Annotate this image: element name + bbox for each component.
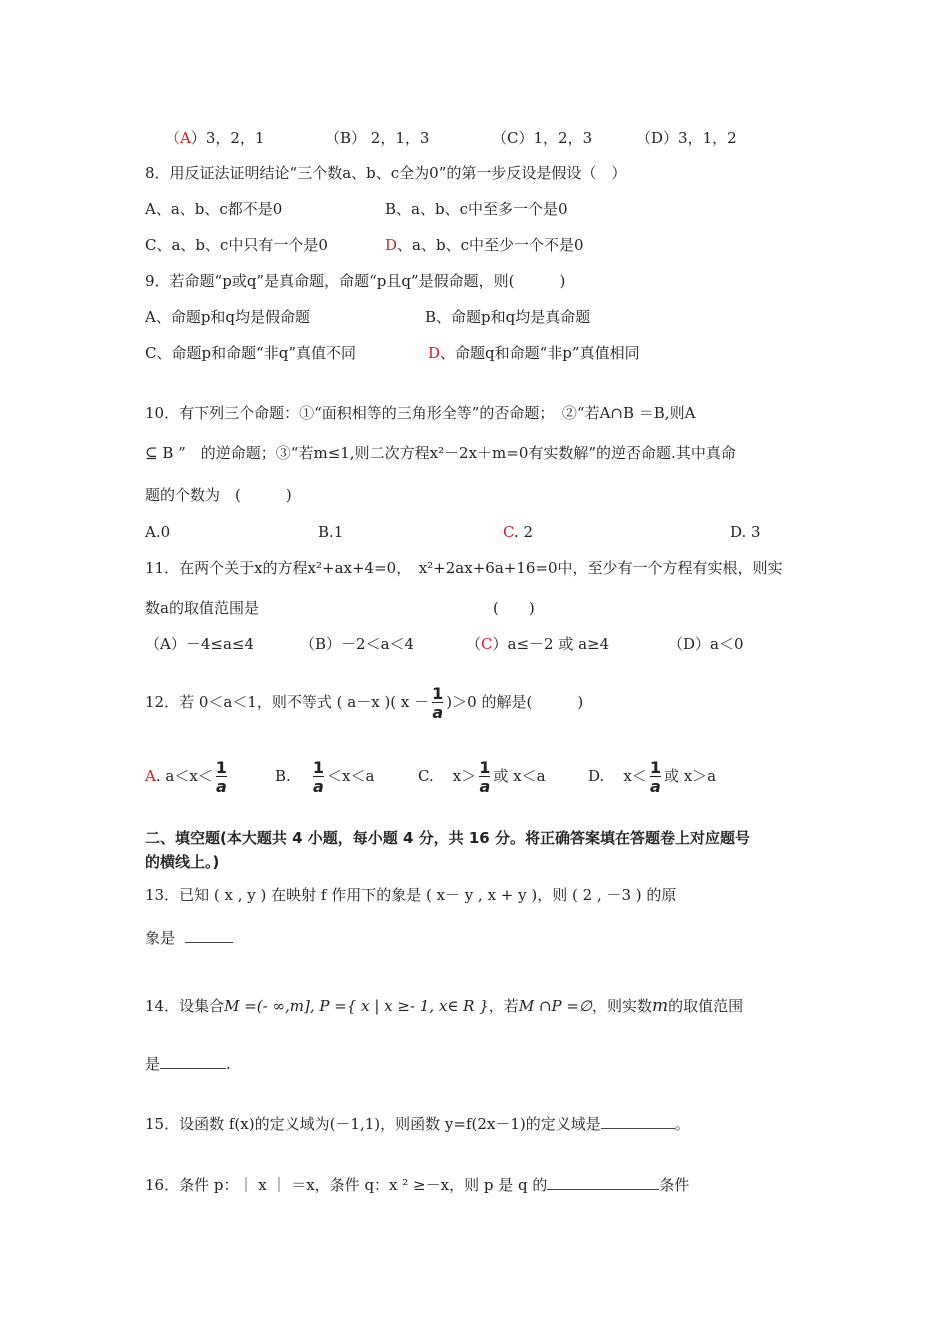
q8-option-a: A、a、b、c都不是0 bbox=[145, 200, 283, 218]
q14-post: ，则实数 bbox=[592, 997, 653, 1015]
q11-option-c bbox=[466, 634, 609, 654]
q12-frac-den: a bbox=[432, 702, 444, 722]
q8-d-letter: D bbox=[385, 236, 398, 254]
q8-option-b: B、a、b、c中至多一个是0 bbox=[385, 200, 568, 218]
q11-option-b: （B）－2＜a＜4 bbox=[300, 635, 415, 653]
q10-option-d: D. 3 bbox=[730, 523, 761, 541]
q11-option-d: （D）a＜0 bbox=[668, 635, 744, 653]
section-2-heading-line-2: 的横线上。) bbox=[145, 853, 220, 871]
q12-b-frac-num: 1 bbox=[312, 757, 325, 777]
q12-d-frac-num: 1 bbox=[649, 757, 661, 777]
q9-option-a: A、命题p和q均是假命题 bbox=[145, 308, 311, 326]
q12-option-a bbox=[145, 754, 230, 798]
q7-option-b bbox=[325, 128, 429, 148]
q9-d-text: 、命题q和命题“非p”真值相同 bbox=[440, 344, 640, 362]
q12-stem bbox=[145, 680, 583, 724]
q10-line-2: ⊆ B ” 的逆命题；③“若m≤1,则二次方程x²－2x＋m=0有实数解”的逆否命题.其中真命 bbox=[145, 444, 736, 462]
q11-c-text: ）a≤－2 或 a≥4 bbox=[492, 635, 610, 653]
q9-option-b: B、命题p和q均是真命题 bbox=[425, 308, 591, 326]
q15-line bbox=[145, 1114, 690, 1134]
q7-c-letter: （C） bbox=[492, 129, 534, 147]
q12-b-frac bbox=[312, 757, 325, 796]
q7-option-c bbox=[492, 128, 592, 148]
q12-option-b bbox=[275, 754, 374, 798]
q12-a-frac-den: a bbox=[215, 776, 227, 796]
q7-option-a bbox=[165, 128, 264, 148]
q15-answer-blank[interactable] bbox=[601, 1114, 675, 1129]
q14-tail: 的取值范围 bbox=[668, 997, 744, 1015]
q12-c-frac bbox=[479, 757, 491, 796]
q10-c-letter: C bbox=[503, 523, 514, 541]
q12-fraction bbox=[432, 683, 444, 722]
q12-d-frac bbox=[649, 757, 661, 796]
q13-answer-blank[interactable] bbox=[185, 928, 233, 943]
q14-pre: 14．设集合 bbox=[145, 997, 225, 1015]
q16-pre: 16．条件 p：｜ x ｜ ＝x，条件 q：x ² ≥－x，则 p 是 q 的 bbox=[145, 1176, 548, 1194]
q12-a-frac bbox=[215, 757, 227, 796]
q12-c-post: 或 x＜a bbox=[493, 767, 546, 785]
q14-answer-blank[interactable] bbox=[160, 1054, 226, 1069]
q12-c-pre: x＞ bbox=[452, 767, 477, 785]
q7-a-letter: （A bbox=[165, 129, 191, 147]
q10-c-text: . 2 bbox=[513, 523, 534, 541]
q10-option-a: A.0 bbox=[145, 523, 171, 541]
q13-line-2 bbox=[145, 928, 233, 948]
q7-b-text: 2，1，3 bbox=[366, 129, 430, 147]
q11-c-letter: C bbox=[481, 635, 493, 653]
q12-d-label: D. bbox=[588, 767, 605, 785]
q11-line-2: 数a的取值范围是 bbox=[145, 599, 259, 617]
q14-line-2: 是 . bbox=[145, 1055, 231, 1073]
q12-c-frac-den: a bbox=[479, 776, 491, 796]
q16-answer-blank[interactable] bbox=[547, 1175, 659, 1190]
q12-d-frac-den: a bbox=[649, 776, 661, 796]
q12-b-label: B. bbox=[275, 767, 291, 785]
q8-option-c: C、a、b、c中只有一个是0 bbox=[145, 236, 328, 254]
q14-line-1 bbox=[145, 996, 743, 1016]
q10-option-b: B.1 bbox=[318, 523, 344, 541]
q15-post: 。 bbox=[674, 1115, 690, 1133]
q8-d-text: 、a、b、c中至少一个不是0 bbox=[397, 236, 584, 254]
q12-d-post: 或 x＞a bbox=[663, 767, 717, 785]
q12-a-pre: . a＜x＜ bbox=[155, 767, 213, 785]
q9-stem: 9．若命题“p或q”是真命题，命题“p且q”是假命题，则( ) bbox=[145, 272, 566, 290]
q12-stem-post: )＞0 的解是( ) bbox=[446, 693, 584, 711]
q7-c-text: 1，2，3 bbox=[533, 129, 593, 147]
q12-option-d bbox=[588, 754, 716, 798]
q9-d-letter: D bbox=[428, 344, 441, 362]
q10-line-3: 题的个数为 ( ) bbox=[145, 486, 292, 504]
q16-line bbox=[145, 1175, 689, 1195]
q13-line-2-text: 象是 bbox=[145, 929, 176, 947]
q9-option-d bbox=[428, 343, 640, 363]
q12-d-pre: x＜ bbox=[623, 767, 647, 785]
q15-pre: 15．设函数 f(x)的定义域为(－1,1)，则函数 y=f(2x－1)的定义域是 bbox=[145, 1115, 601, 1133]
q12-a-frac-num: 1 bbox=[215, 757, 227, 777]
q12-b-post: ＜x＜a bbox=[327, 767, 375, 785]
q10-option-c bbox=[503, 522, 533, 542]
q12-c-frac-num: 1 bbox=[479, 757, 491, 777]
q7-b-letter: （B） bbox=[325, 129, 367, 147]
q9-option-c: C、命题p和命题“非q”真值不同 bbox=[145, 344, 357, 362]
q14-condition: M ∩P =∅ bbox=[518, 997, 593, 1015]
q12-c-label: C. bbox=[418, 767, 434, 785]
q12-stem-pre: 12．若 0＜a＜1，则不等式 ( a－x )( x － bbox=[145, 693, 430, 711]
q14-sets: M =(- ∞,m], P ={ x | x ≥- 1, x∈ R } bbox=[224, 997, 489, 1015]
section-2-heading-line-1: 二、填空题(本大题共 4 小题，每小题 4 分，共 16 分。将正确答案填在答题卷上对应题号 bbox=[145, 829, 750, 847]
q13-line-1: 13．已知 ( x , y ) 在映射 f 作用下的象是 ( x－ y , x + y )，则 ( 2 , －3 ) 的原 bbox=[145, 886, 677, 904]
q14-var: m bbox=[652, 996, 669, 1016]
q11-paren: ( ) bbox=[493, 599, 535, 617]
q16-post: 条件 bbox=[659, 1176, 690, 1194]
q12-a-letter: A bbox=[145, 767, 156, 785]
q7-a-text: ）3，2，1 bbox=[190, 129, 265, 147]
q8-stem: 8．用反证法证明结论“三个数a、b、c全为0”的第一步反设是假设（ ） bbox=[145, 164, 627, 182]
q7-d-letter: （D） bbox=[636, 129, 679, 147]
q12-frac-num: 1 bbox=[432, 683, 444, 703]
q7-d-text: 3，1，2 bbox=[678, 129, 737, 147]
q11-line-1: 11．在两个关于x的方程x²+ax+4=0， x²+2ax+6a+16=0中，至少有一个方程有实根，则实 bbox=[145, 559, 783, 577]
q12-option-c bbox=[418, 754, 546, 798]
q7-option-d bbox=[636, 128, 737, 148]
q11-option-a: （A）－4≤a≤4 bbox=[145, 635, 254, 653]
q8-option-d bbox=[385, 235, 584, 255]
q14-mid: ，若 bbox=[488, 997, 519, 1015]
q12-b-frac-den: a bbox=[313, 776, 324, 796]
q11-c-pre: （ bbox=[466, 635, 482, 653]
q10-line-1: 10．有下列三个命题：①“面积相等的三角形全等”的否命题； ②“若A∩B ＝B,则A bbox=[145, 404, 696, 422]
q14-line-2-text: 是 bbox=[145, 1055, 161, 1073]
